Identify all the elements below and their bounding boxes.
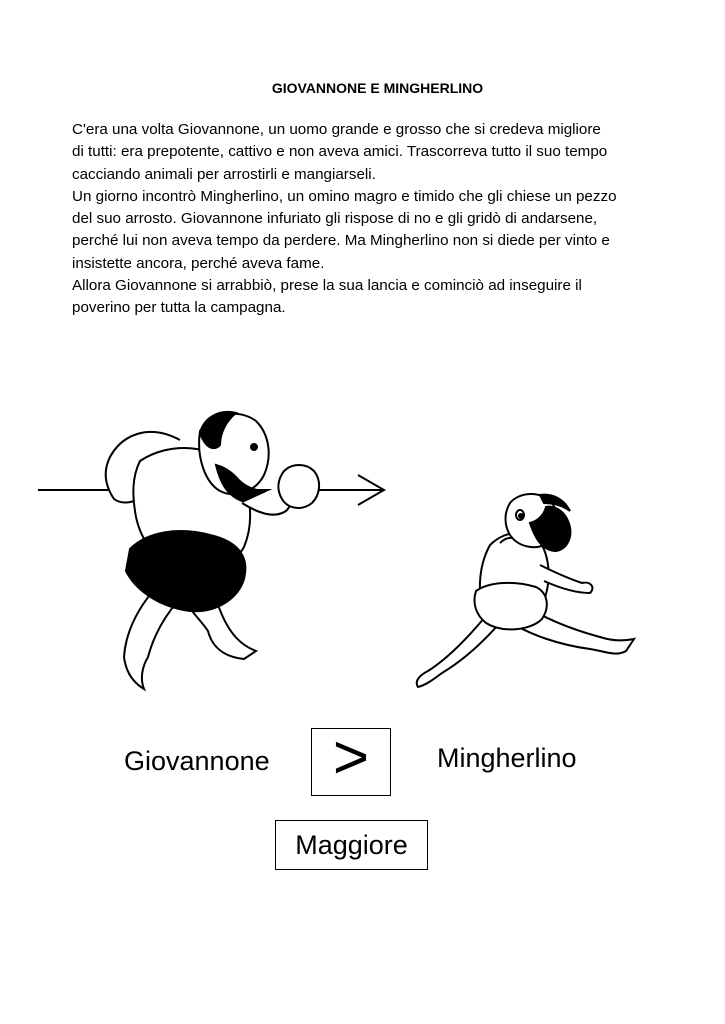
right-name-label: Mingherlino (437, 743, 577, 773)
story-line: Un giorno incontrò Mingherlino, un omino magro e timido che gli chiese un pezzo (72, 187, 617, 205)
story-line: insistette ancora, perché aveva fame. (72, 254, 325, 272)
story-line: di tutti: era prepotente, cattivo e non aveva amici. Trascorreva tutto il suo tempo (72, 143, 608, 161)
greater-than-symbol: > (332, 723, 370, 792)
story-line: cacciando animali per arrostirli e mangiarseli. (72, 165, 376, 183)
story-line: perché lui non aveva tempo da perdere. Ma Mingherlino non si diede per vinto e (72, 232, 610, 250)
story-text (72, 119, 692, 320)
caveman-illustration (30, 395, 670, 705)
story-line: poverino per tutta la campagna. (72, 299, 286, 317)
page-title: GIOVANNONE E MINGHERLINO (271, 80, 484, 96)
story-line: del suo arrosto. Giovannone infuriato gli rispose di no e gli gridò di andarsene, (72, 210, 598, 228)
comparison-word: Maggiore (295, 829, 408, 860)
comparison-word-box (275, 820, 428, 870)
mingherlino-figure (417, 494, 634, 687)
story-line: C'era una volta Giovannone, un uomo grande e grosso che si credeva migliore (72, 121, 601, 138)
comparison-symbol-box (311, 723, 391, 796)
story-line: Allora Giovannone si arrabbiò, prese la sua lancia e cominciò ad inseguire il (72, 277, 582, 295)
left-name-label: Giovannone (124, 746, 270, 776)
giovannone-figure (106, 412, 319, 689)
